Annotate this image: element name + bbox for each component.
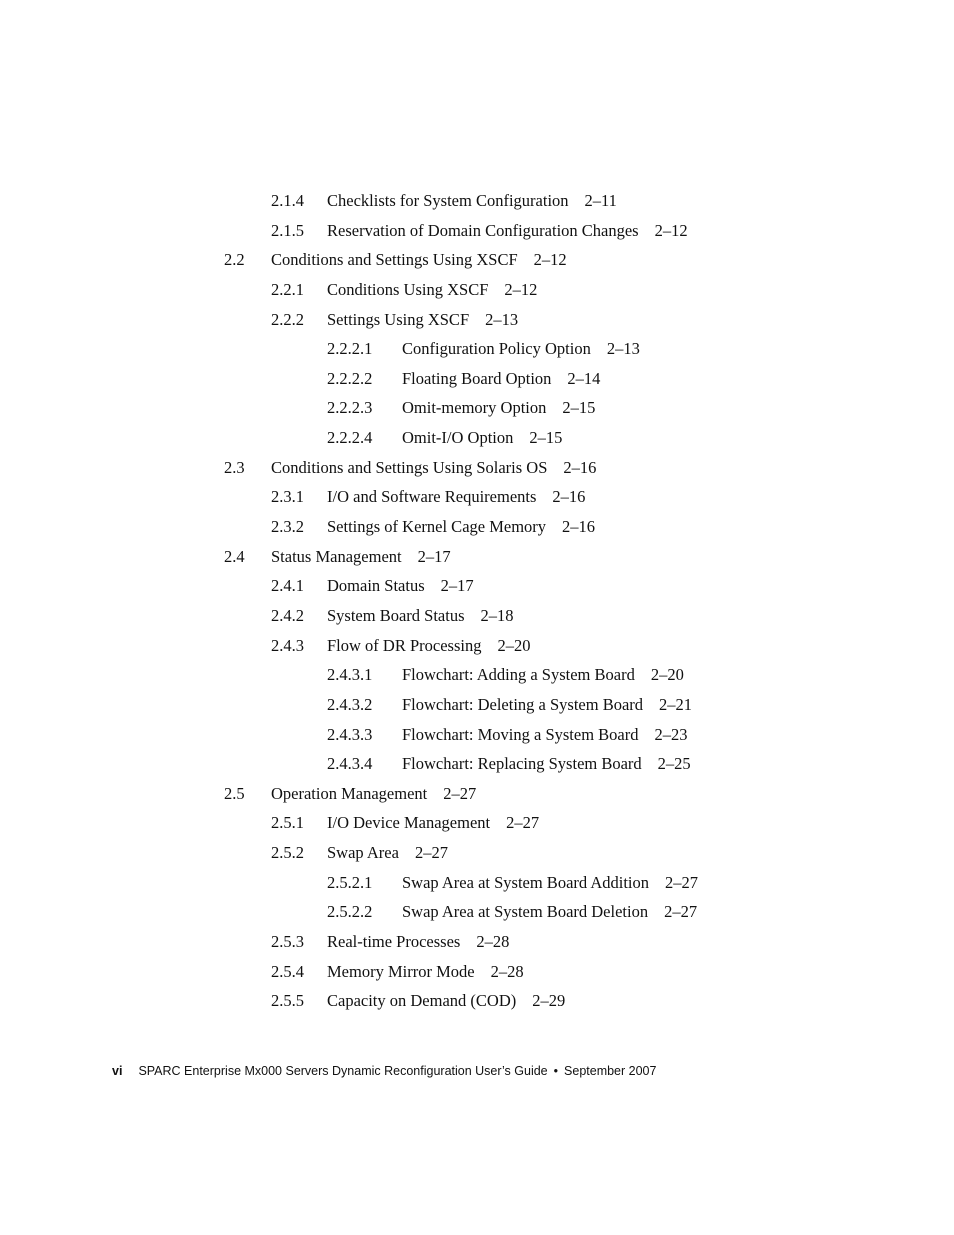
toc-entry[interactable]	[0, 692, 954, 722]
toc-entry-title-block	[327, 277, 537, 303]
toc-entry-page: 2–13	[485, 309, 519, 329]
toc-entry-number: 2.4	[224, 546, 245, 566]
toc-entry[interactable]	[0, 929, 954, 959]
toc-entry-title-block	[327, 514, 595, 540]
toc-entry[interactable]	[0, 870, 954, 900]
toc-entry-title-block	[327, 959, 524, 985]
toc-entry-page: 2–27	[664, 902, 698, 922]
toc-entry-title-block	[402, 870, 698, 896]
toc-entry[interactable]	[0, 218, 954, 248]
toc-entry-title-block	[327, 573, 474, 599]
toc-entry-title: Swap Area at System Board Deletion	[402, 902, 649, 922]
toc-entry-title-block	[327, 218, 688, 244]
toc-entry-page: 2–28	[476, 932, 510, 952]
toc-entry-title: I/O and Software Requirements	[327, 487, 537, 507]
toc-entry[interactable]	[0, 277, 954, 307]
toc-entry[interactable]	[0, 840, 954, 870]
toc-entry-page: 2–15	[562, 398, 596, 418]
toc-entry[interactable]	[0, 425, 954, 455]
toc-entry-page: 2–25	[657, 754, 691, 774]
toc-entry-page: 2–16	[563, 457, 597, 477]
toc-entry-page: 2–16	[552, 487, 586, 507]
toc-entry-number: 2.2.2.4	[327, 428, 373, 448]
toc-entry[interactable]	[0, 781, 954, 811]
toc-entry-title: Omit-memory Option	[402, 398, 547, 418]
toc-entry-number: 2.5	[224, 783, 245, 803]
toc-entry-page: 2–27	[414, 843, 448, 863]
toc-entry-title: Flowchart: Adding a System Board	[402, 665, 635, 685]
toc-entry-title: Real-time Processes	[327, 932, 461, 952]
toc-entry-page: 2–12	[654, 220, 688, 240]
toc-entry-page: 2–11	[584, 191, 617, 210]
toc-entry-title: Status Management	[271, 546, 402, 566]
toc-entry[interactable]	[0, 514, 954, 544]
toc-entry-title: Capacity on Demand (COD)	[327, 991, 517, 1011]
toc-entry-number: 2.2.1	[271, 279, 304, 299]
page-footer	[112, 1063, 656, 1079]
toc-entry-title: Conditions and Settings Using Solaris OS	[271, 457, 548, 477]
footer-date: September 2007	[564, 1064, 657, 1078]
toc-entry-title: Flow of DR Processing	[327, 635, 482, 655]
toc-entry[interactable]	[0, 247, 954, 277]
toc-entry-title: Operation Management	[271, 783, 428, 803]
toc-entry[interactable]	[0, 484, 954, 514]
toc-entry-page: 2–27	[443, 783, 477, 803]
toc-entry[interactable]	[0, 633, 954, 663]
toc-entry[interactable]	[0, 336, 954, 366]
toc-entry-title-block	[271, 781, 476, 807]
toc-entry-title: Checklists for System Configuration	[327, 191, 569, 210]
toc-entry-page: 2–14	[567, 368, 601, 388]
toc-entry-title-block	[327, 633, 530, 659]
toc-entry-title: System Board Status	[327, 605, 465, 625]
toc-entry-title: Flowchart: Replacing System Board	[402, 754, 642, 774]
toc-entry-title-block	[271, 544, 451, 570]
toc-entry-title: Settings Using XSCF	[327, 309, 470, 329]
toc-entry-number: 2.2.2.2	[327, 368, 373, 388]
toc-entry-title-block	[402, 751, 691, 777]
toc-entry-number: 2.4.3.3	[327, 724, 373, 744]
toc-entry[interactable]	[0, 751, 954, 781]
toc-entry-title-block	[327, 988, 565, 1014]
toc-entry-page: 2–12	[504, 279, 538, 299]
toc-entry[interactable]	[0, 544, 954, 574]
toc-entry-page: 2–17	[417, 546, 451, 566]
toc-entry-title-block	[327, 307, 518, 333]
toc-entry-number: 2.4.1	[271, 576, 304, 596]
toc-entry-number: 2.1.4	[271, 191, 304, 210]
toc-entry-page: 2–23	[654, 724, 688, 744]
toc-entry-title-block	[327, 929, 509, 955]
toc-entry[interactable]	[0, 810, 954, 840]
toc-entry-title-block	[402, 425, 562, 451]
toc-entry-title-block	[327, 484, 585, 510]
toc-entry-page: 2–27	[506, 813, 540, 833]
toc-entry-title: Flowchart: Moving a System Board	[402, 724, 639, 744]
toc-entry-page: 2–17	[440, 576, 474, 596]
toc-entry-number: 2.5.2.2	[327, 902, 373, 922]
toc-entry-title-block	[402, 899, 697, 925]
toc-entry-number: 2.4.3.2	[327, 694, 373, 714]
toc-entry-title: Memory Mirror Mode	[327, 961, 475, 981]
toc-entry-number: 2.5.2.1	[327, 872, 373, 892]
toc-entry-title: Omit-I/O Option	[402, 428, 514, 448]
toc-entry-page: 2–13	[606, 339, 640, 359]
toc-entry[interactable]	[0, 662, 954, 692]
toc-entry[interactable]	[0, 188, 954, 218]
toc-entry-title-block	[402, 662, 684, 688]
toc-entry-title: Conditions Using XSCF	[327, 279, 489, 299]
toc-entry-page: 2–21	[659, 694, 693, 714]
toc-entry-title: Configuration Policy Option	[402, 339, 591, 359]
footer-page-number: vi	[112, 1064, 123, 1078]
toc-entry-title-block	[402, 692, 692, 718]
toc-entry-number: 2.4.3.4	[327, 754, 373, 774]
toc-entry-title-block	[402, 366, 600, 392]
toc-entry[interactable]	[0, 366, 954, 396]
toc-entry-title-block	[271, 455, 596, 481]
toc-entry-number: 2.1.5	[271, 220, 304, 240]
toc-entry-number: 2.3.1	[271, 487, 304, 507]
toc-entry-number: 2.4.3	[271, 635, 304, 655]
toc-entry-title: Domain Status	[327, 576, 425, 596]
toc-entry-title: Settings of Kernel Cage Memory	[327, 517, 547, 537]
toc-entry[interactable]	[0, 722, 954, 752]
toc-entry-title: Swap Area	[327, 843, 399, 863]
toc-entry-number: 2.4.3.1	[327, 665, 373, 685]
toc-entry-number: 2.2.2	[271, 309, 304, 329]
toc-entry-number: 2.5.5	[271, 991, 304, 1011]
toc-entry-number: 2.3.2	[271, 517, 304, 537]
toc-entry-number: 2.2.2.3	[327, 398, 373, 418]
toc-entry-title-block	[327, 810, 539, 836]
toc-entry-number: 2.3	[224, 457, 245, 477]
toc-entry[interactable]	[0, 959, 954, 989]
toc-entry[interactable]	[0, 988, 954, 1018]
toc-entry-number: 2.5.3	[271, 932, 304, 952]
toc-entry[interactable]	[0, 573, 954, 603]
toc-entry-title-block	[402, 336, 640, 362]
toc-entry-title-block	[327, 840, 448, 866]
toc-entry-title: Reservation of Domain Configuration Changes	[327, 220, 639, 240]
toc-entry-number: 2.2.2.1	[327, 339, 373, 359]
toc-entry-page: 2–15	[529, 428, 563, 448]
toc-entry-title: Conditions and Settings Using XSCF	[271, 250, 518, 270]
toc-entry-number: 2.2	[224, 250, 245, 270]
toc-entry-title-block	[271, 247, 567, 273]
toc-entry-number: 2.4.2	[271, 605, 304, 625]
toc-entry-title-block	[402, 722, 687, 748]
toc-entry-title: I/O Device Management	[327, 813, 491, 833]
table-of-contents	[0, 188, 954, 1018]
toc-entry[interactable]	[0, 603, 954, 633]
toc-entry-page: 2–29	[532, 991, 566, 1011]
footer-separator: •	[553, 1064, 559, 1078]
toc-entry-title-block	[327, 603, 514, 629]
toc-entry-number: 2.5.1	[271, 813, 304, 833]
toc-entry[interactable]	[0, 899, 954, 929]
footer-book-title: SPARC Enterprise Mx000 Servers Dynamic Reconfiguration User’s Guide	[138, 1064, 548, 1078]
toc-entry-title: Flowchart: Deleting a System Board	[402, 694, 644, 714]
toc-entry-title-block	[402, 395, 595, 421]
toc-entry[interactable]	[0, 455, 954, 485]
toc-entry-number: 2.5.2	[271, 843, 304, 863]
toc-entry-page: 2–27	[665, 872, 699, 892]
toc-entry-page: 2–16	[562, 517, 596, 537]
toc-entry-title-block	[327, 188, 617, 214]
toc-entry-title: Swap Area at System Board Addition	[402, 872, 650, 892]
toc-entry-page: 2–20	[650, 665, 684, 685]
toc-entry-page: 2–28	[490, 961, 524, 981]
toc-entry-page: 2–20	[497, 635, 531, 655]
toc-entry-page: 2–18	[480, 605, 514, 625]
toc-entry-number: 2.5.4	[271, 961, 304, 981]
toc-entry[interactable]	[0, 395, 954, 425]
toc-entry[interactable]	[0, 307, 954, 337]
toc-entry-title: Floating Board Option	[402, 368, 552, 388]
toc-entry-page: 2–12	[533, 250, 567, 270]
